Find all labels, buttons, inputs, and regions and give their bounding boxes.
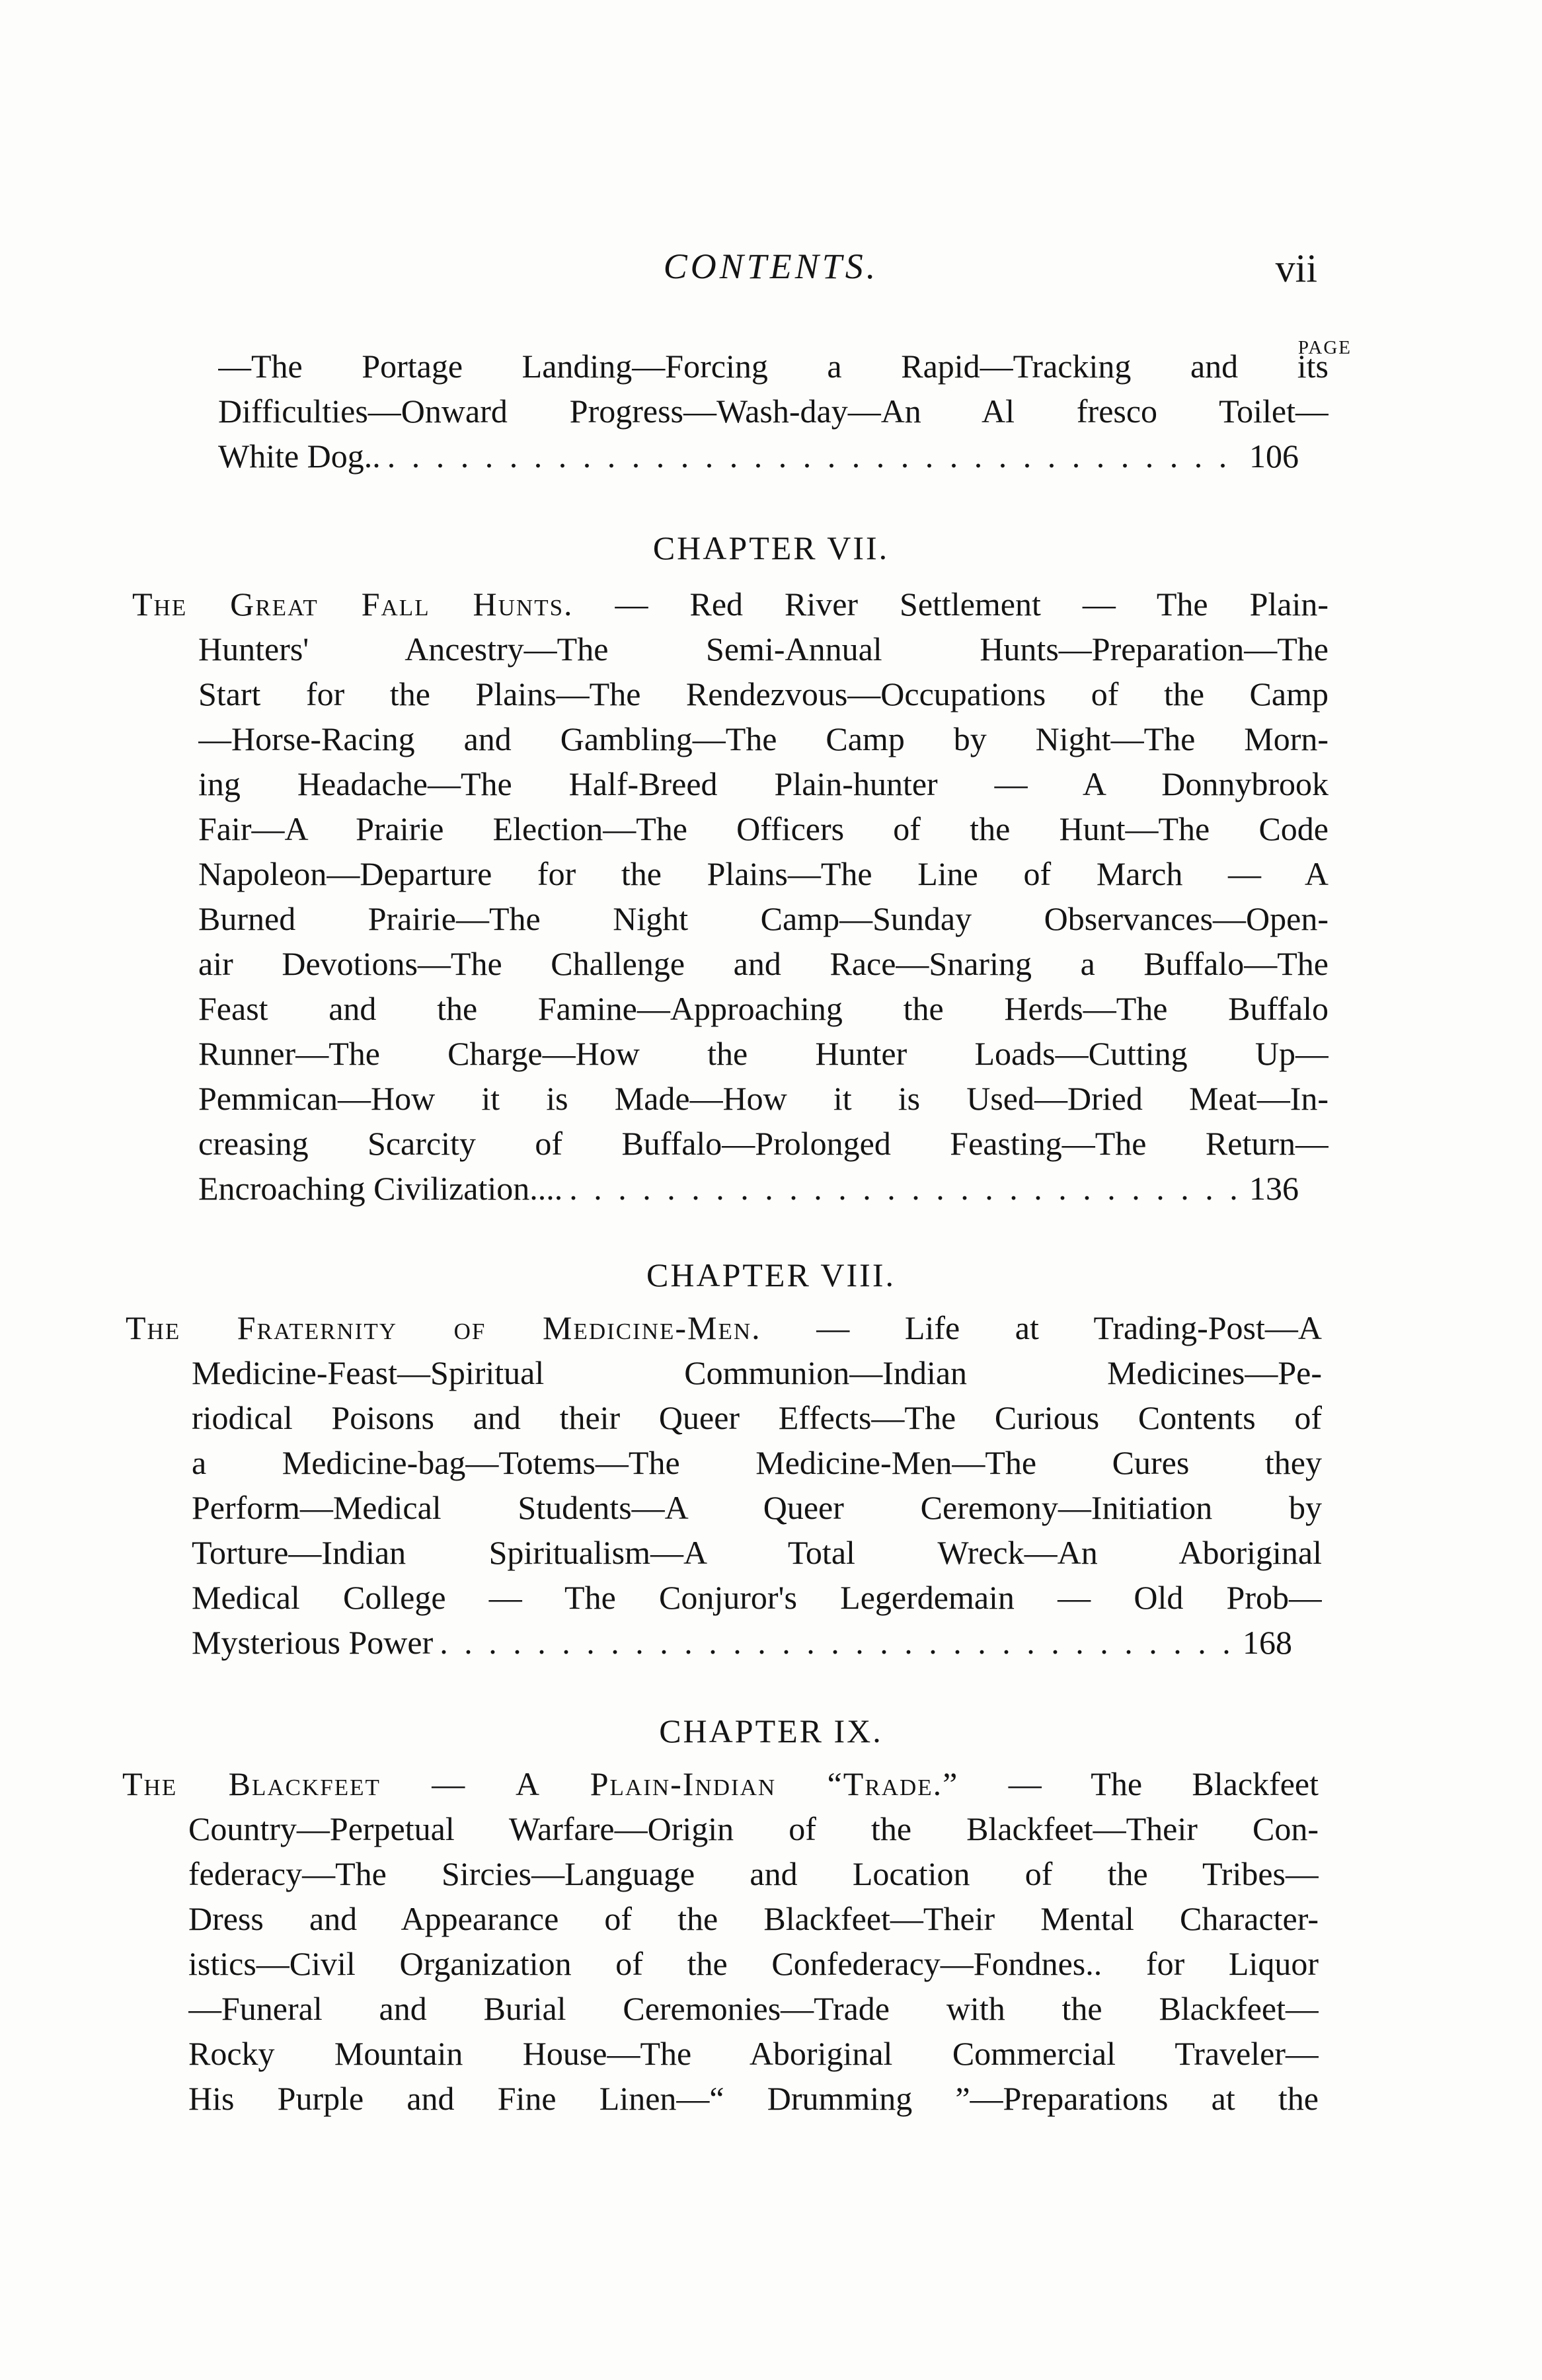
chapter-heading: CHAPTER VII. (652, 529, 890, 566)
toc-line: Feast and the Famine—Approaching the Herds—The Buffalo (198, 990, 1329, 1027)
chapter-heading: CHAPTER IX. (659, 1712, 883, 1749)
chapter-summary (126, 1305, 1322, 1665)
toc-first-line (122, 1761, 1319, 1806)
toc-line-text: — Red River Settlement — The Plain- (615, 586, 1329, 623)
toc-line: Fair—A Prairie Election—The Officers of the Hunt—The Code (198, 810, 1329, 847)
page-number: 106 (1249, 438, 1299, 475)
page-number: 136 (1249, 1170, 1299, 1207)
toc-line: a Medicine-bag—Totems—The Medicine-Men—The Cures they (192, 1444, 1322, 1481)
toc-line: Burned Prairie—The Night Camp—Sunday Observances—Open- (198, 900, 1329, 937)
toc-line: federacy—The Sircies—Language and Location of the Tribes— (188, 1855, 1319, 1892)
toc-last-line (192, 1620, 1322, 1665)
chapter-summary (122, 1761, 1319, 2121)
chapter-title: The Fraternity of Medicine-Men. (126, 1309, 761, 1346)
toc-first-line (126, 1305, 1322, 1350)
toc-line: Dress and Appearance of the Blackfeet—Their Mental Character- (188, 1900, 1319, 1937)
page-number: 168 (1243, 1624, 1292, 1661)
toc-last-line (198, 1166, 1329, 1211)
chapter-title: The Great Fall Hunts. (132, 586, 574, 623)
dot-leader (569, 1166, 1243, 1211)
toc-line: Rocky Mountain House—The Aboriginal Commercial Traveler— (188, 2035, 1319, 2072)
toc-line: air Devotions—The Challenge and Race—Snaring a Buffalo—The (198, 945, 1329, 982)
chapter-summary (132, 582, 1329, 1211)
page-column-label: PAGE (1297, 337, 1352, 358)
dot-leader (440, 1620, 1236, 1665)
chapter-title: The Blackfeet — A Plain-Indian “Trade.” (122, 1765, 959, 1802)
toc-line-text: White Dog.. (218, 438, 381, 475)
toc-line: Start for the Plains—The Rendezvous—Occupations of the Camp (198, 675, 1329, 712)
toc-entry-continuation (132, 344, 1329, 479)
toc-line: Country—Perpetual Warfare—Origin of the Blackfeet—Their Con- (188, 1810, 1319, 1847)
toc-line: —Horse-Racing and Gambling—The Camp by Night—The Morn- (198, 720, 1329, 757)
toc-line: Medical College — The Conjuror's Legerdemain — Old Prob— (192, 1579, 1322, 1616)
toc-line: His Purple and Fine Linen—“ Drumming ”—Preparations at the (188, 2080, 1319, 2117)
toc-line: ing Headache—The Half-Breed Plain-hunter — A Donnybrook (198, 765, 1329, 802)
toc-line: creasing Scarcity of Buffalo—Prolonged Feasting—The Return— (198, 1125, 1329, 1162)
toc-line: Napoleon—Departure for the Plains—The Line of March — A (198, 855, 1329, 892)
toc-line-text: — The Blackfeet (1008, 1765, 1319, 1802)
folio-page-number: vii (1275, 247, 1317, 290)
toc-line: riodical Poisons and their Queer Effects—The Curious Contents of (192, 1399, 1322, 1436)
toc-last-line (218, 434, 1329, 479)
toc-line: istics—Civil Organization of the Confederacy—Fondnes.. for Liquor (188, 1945, 1319, 1982)
toc-line: —The Portage Landing—Forcing a Rapid—Tracking and its (218, 348, 1329, 385)
toc-line-text: Encroaching Civilization.... (198, 1170, 563, 1207)
chapter-heading: CHAPTER VIII. (646, 1256, 896, 1293)
dot-leader (387, 434, 1243, 479)
toc-line: Difficulties—Onward Progress—Wash-day—An Al fresco Toilet— (218, 393, 1329, 430)
running-title: CONTENTS. (663, 247, 879, 286)
toc-first-line (132, 582, 1329, 627)
toc-line-text: — Life at Trading-Post—A (816, 1309, 1322, 1346)
toc-line: Pemmican—How it is Made—How it is Used—Dried Meat—In- (198, 1080, 1329, 1117)
toc-line: Torture—Indian Spiritualism—A Total Wreck—An Aboriginal (192, 1534, 1322, 1571)
toc-line: Perform—Medical Students—A Queer Ceremony—Initiation by (192, 1489, 1322, 1526)
toc-line: —Funeral and Burial Ceremonies—Trade with the Blackfeet— (188, 1990, 1319, 2027)
toc-line: Runner—The Charge—How the Hunter Loads—Cutting Up— (198, 1035, 1329, 1072)
toc-line: Medicine-Feast—Spiritual Communion—Indian Medicines—Pe- (192, 1354, 1322, 1391)
toc-line: Hunters' Ancestry—The Semi-Annual Hunts—Preparation—The (198, 631, 1329, 668)
toc-line-text: Mysterious Power (192, 1624, 434, 1661)
